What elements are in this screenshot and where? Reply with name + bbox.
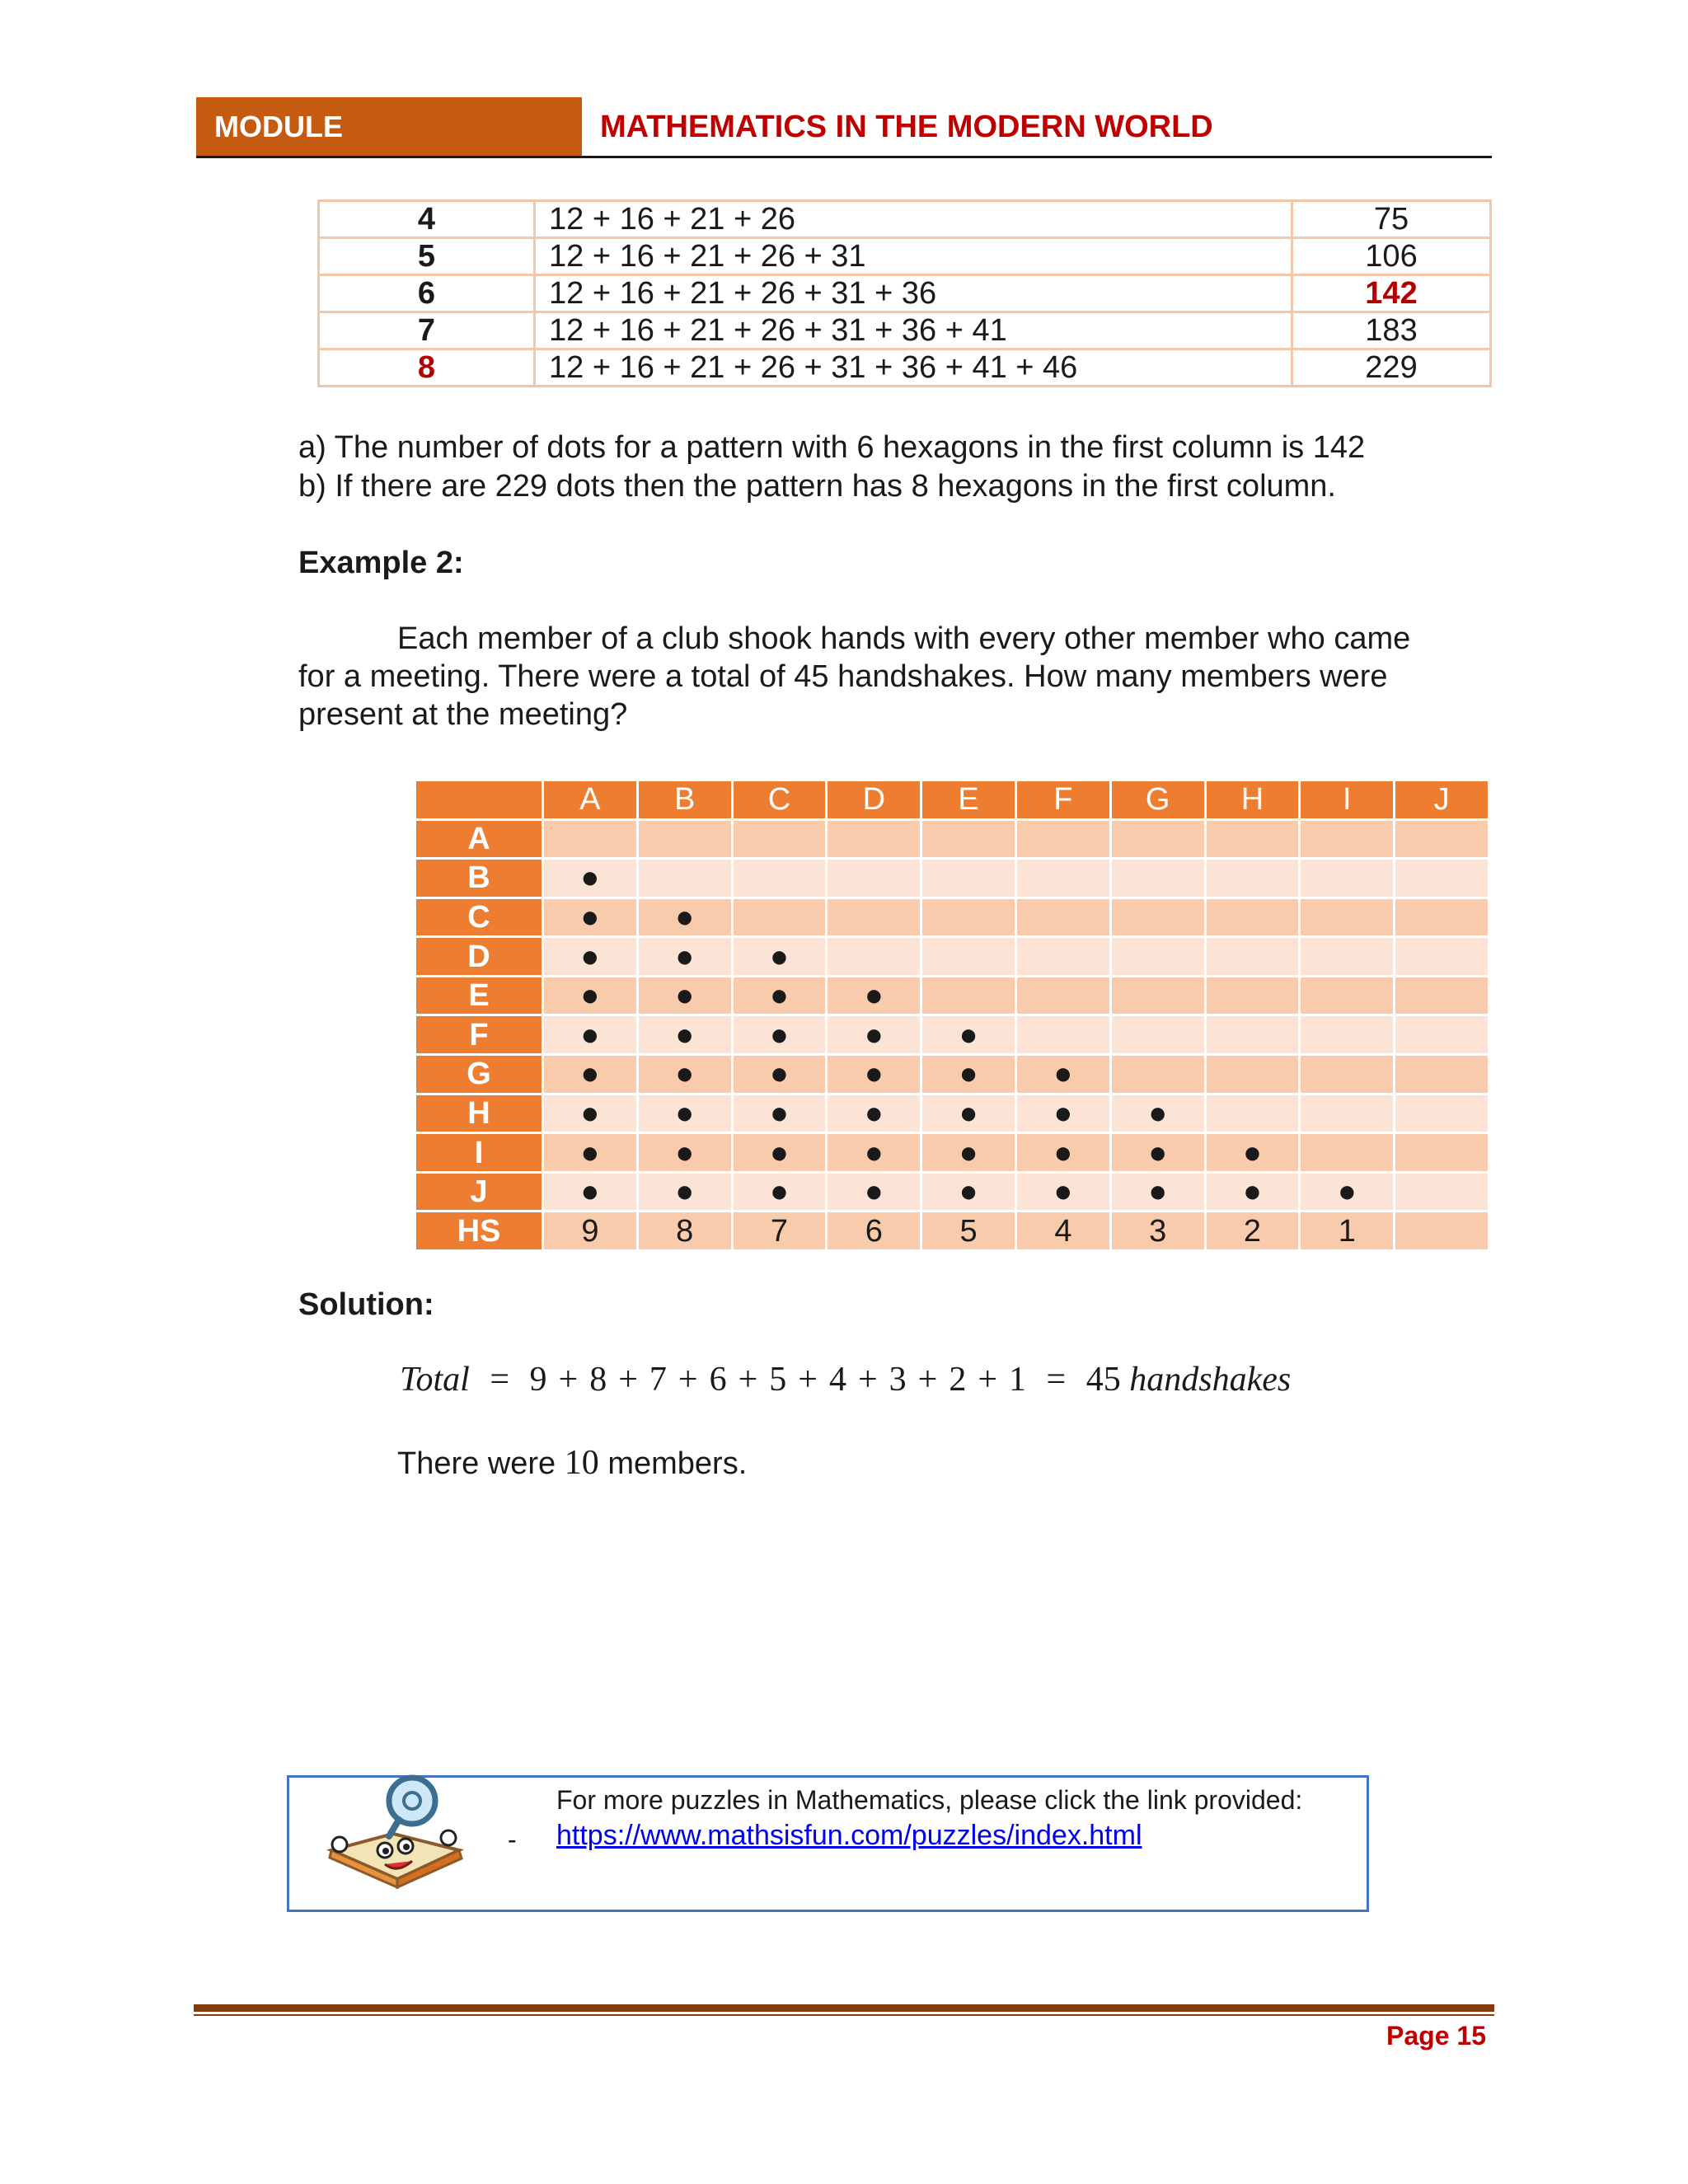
- table-row: [319, 275, 1491, 312]
- grid-cell: [1301, 977, 1393, 1015]
- grid-cell: [1207, 1056, 1299, 1093]
- column-header: D: [828, 781, 920, 818]
- sums-table: [317, 199, 1492, 387]
- grid-cell: [1207, 899, 1299, 936]
- column-header: G: [1112, 781, 1204, 818]
- handshake-dot: ●: [639, 977, 731, 1015]
- answer-b: b) If there are 229 dots then the pattern has 8 hexagons in the first column.: [298, 469, 1336, 504]
- handshake-dot: ●: [544, 1056, 636, 1093]
- handshake-dot: ●: [1207, 1174, 1299, 1211]
- grid-cell: [828, 860, 920, 897]
- formula-plus: +: [857, 1361, 878, 1399]
- hexagon-count-highlight: 8: [319, 349, 535, 387]
- sum-total: 229: [1292, 349, 1491, 387]
- grid-cell: [1112, 860, 1204, 897]
- column-header: H: [1207, 781, 1299, 818]
- grid-cell: [734, 899, 826, 936]
- problem-line-1: Each member of a club shook hands with every other member who came: [397, 621, 1411, 656]
- row-header: E: [416, 977, 542, 1015]
- puzzles-link[interactable]: https://www.mathsisfun.com/puzzles/index.html: [556, 1820, 1142, 1851]
- formula-result: 45: [1085, 1361, 1121, 1399]
- sum-total-highlight: 142: [1292, 275, 1491, 312]
- grid-cell: [734, 860, 826, 897]
- handshake-grid: [416, 781, 1488, 1249]
- row-header: G: [416, 1056, 542, 1093]
- row-header: F: [416, 1016, 542, 1053]
- grid-cell: [1395, 1056, 1488, 1093]
- column-header: E: [922, 781, 1015, 818]
- formula-result-word: handshakes: [1129, 1361, 1292, 1399]
- grid-cell: [1207, 1095, 1299, 1132]
- footer-divider: [194, 2004, 1494, 2012]
- handshake-dot: ●: [828, 1056, 920, 1093]
- grid-cell: [1301, 938, 1393, 975]
- hexagon-count: 7: [319, 312, 535, 349]
- sum-total: 183: [1292, 312, 1491, 349]
- module-label: MODULE: [196, 97, 582, 157]
- hexagon-count: 6: [319, 275, 535, 312]
- handshake-dot: ●: [1207, 1134, 1299, 1171]
- grid-cell: [922, 860, 1015, 897]
- handshake-dot: ●: [922, 1174, 1015, 1211]
- column-header: C: [734, 781, 826, 818]
- handshake-dot: ●: [828, 1016, 920, 1053]
- info-dash: -: [508, 1825, 517, 1854]
- hs-count: 9: [544, 1212, 636, 1249]
- handshake-dot: ●: [922, 1016, 1015, 1053]
- problem-line-3: present at the meeting?: [298, 697, 628, 732]
- handshake-dot: ●: [639, 1056, 731, 1093]
- sum-total: 106: [1292, 238, 1491, 275]
- handshake-dot: ●: [1017, 1095, 1109, 1132]
- hexagon-count: 5: [319, 238, 535, 275]
- example-heading: Example 2:: [298, 546, 464, 580]
- handshake-dot: ●: [544, 1174, 636, 1211]
- grid-cell: [1301, 1056, 1393, 1093]
- formula-term: 3: [889, 1361, 907, 1399]
- handshake-dot: ●: [1301, 1174, 1393, 1211]
- grid-cell: [1207, 938, 1299, 975]
- row-header: A: [416, 821, 542, 858]
- handshake-dot: ●: [1112, 1174, 1204, 1211]
- handshake-dot: ●: [734, 1016, 826, 1053]
- grid-cell: [1395, 1016, 1488, 1053]
- table-row: [319, 238, 1491, 275]
- row-header: J: [416, 1174, 542, 1211]
- formula-term: 6: [709, 1361, 727, 1399]
- members-post: members.: [607, 1446, 748, 1481]
- grid-cell: [1207, 860, 1299, 897]
- handshake-dot: ●: [1017, 1056, 1109, 1093]
- grid-cell: [922, 899, 1015, 936]
- grid-cell: [1301, 1134, 1393, 1171]
- formula-equals: =: [1046, 1361, 1067, 1399]
- handshake-dot: ●: [544, 860, 636, 897]
- formula-plus: +: [678, 1361, 698, 1399]
- handshake-dot: ●: [544, 938, 636, 975]
- grid-cell: [922, 821, 1015, 858]
- page-number: Page 15: [1386, 2021, 1486, 2050]
- grid-cell: [1395, 821, 1488, 858]
- handshake-dot: ●: [734, 1056, 826, 1093]
- formula-plus: +: [917, 1361, 938, 1399]
- handshake-dot: ●: [828, 1095, 920, 1132]
- grid-cell: [1301, 1095, 1393, 1132]
- grid-cell: [1301, 899, 1393, 936]
- table-row: [319, 201, 1491, 238]
- row-header: C: [416, 899, 542, 936]
- handshake-dot: ●: [734, 977, 826, 1015]
- grid-cell: [1207, 1016, 1299, 1053]
- grid-cell: [1301, 860, 1393, 897]
- solution-formula: [400, 1360, 1291, 1399]
- column-header: A: [544, 781, 636, 818]
- handshake-dot: ●: [639, 1134, 731, 1171]
- module-title: MATHEMATICS IN THE MODERN WORLD: [600, 109, 1213, 144]
- handshake-dot: ●: [1017, 1174, 1109, 1211]
- hs-count: 4: [1017, 1212, 1109, 1249]
- grid-cell: [1017, 938, 1109, 975]
- formula-plus: +: [738, 1361, 758, 1399]
- grid-cell: [639, 821, 731, 858]
- hs-count: [1395, 1212, 1488, 1249]
- handshake-dot: ●: [544, 1095, 636, 1132]
- sum-total: 75: [1292, 201, 1491, 238]
- grid-cell: [1017, 977, 1109, 1015]
- row-header: H: [416, 1095, 542, 1132]
- formula-term: 1: [1009, 1361, 1027, 1399]
- formula-term: 4: [828, 1361, 846, 1399]
- handshake-dot: ●: [734, 938, 826, 975]
- sum-expression: 12 + 16 + 21 + 26 + 31: [535, 238, 1292, 275]
- grid-cell: [734, 821, 826, 858]
- grid-cell: [1395, 1174, 1488, 1211]
- formula-term: 5: [769, 1361, 787, 1399]
- grid-cell: [1112, 938, 1204, 975]
- grid-cell: [1395, 938, 1488, 975]
- members-sentence: [397, 1444, 747, 1483]
- grid-cell: [1017, 821, 1109, 858]
- handshake-dot: ●: [1017, 1134, 1109, 1171]
- handshake-dot: ●: [734, 1095, 826, 1132]
- handshake-dot: ●: [734, 1174, 826, 1211]
- handshake-dot: ●: [734, 1134, 826, 1171]
- grid-cell: [1112, 1016, 1204, 1053]
- formula-total-word: Total: [400, 1361, 470, 1399]
- handshake-dot: ●: [828, 977, 920, 1015]
- formula-term: 8: [589, 1361, 607, 1399]
- grid-cell: [639, 860, 731, 897]
- sum-expression: 12 + 16 + 21 + 26 + 31 + 36 + 41 + 46: [535, 349, 1292, 387]
- footer-divider-thin: [194, 2014, 1494, 2016]
- formula-plus: +: [618, 1361, 638, 1399]
- grid-cell: [1395, 1134, 1488, 1171]
- grid-cell: [922, 977, 1015, 1015]
- handshake-dot: ●: [639, 899, 731, 936]
- members-pre: There were: [397, 1446, 556, 1481]
- grid-cell: [544, 821, 636, 858]
- handshake-dot: ●: [544, 1134, 636, 1171]
- handshake-dot: ●: [639, 938, 731, 975]
- handshake-dot: ●: [544, 977, 636, 1015]
- sum-expression: 12 + 16 + 21 + 26 + 31 + 36: [535, 275, 1292, 312]
- solution-heading: Solution:: [298, 1287, 434, 1322]
- hs-count: 8: [639, 1212, 731, 1249]
- handshake-dot: ●: [828, 1134, 920, 1171]
- handshake-dot: ●: [639, 1095, 731, 1132]
- grid-cell: [922, 938, 1015, 975]
- handshake-dot: ●: [922, 1056, 1015, 1093]
- table-row: [319, 312, 1491, 349]
- handshake-dot: ●: [922, 1095, 1015, 1132]
- answer-a: a) The number of dots for a pattern with 6 hexagons in the first column is 142: [298, 430, 1366, 465]
- grid-cell: [1112, 977, 1204, 1015]
- handshake-dot: ●: [639, 1016, 731, 1053]
- column-header: J: [1395, 781, 1488, 818]
- table-row: [319, 349, 1491, 387]
- column-header: I: [1301, 781, 1393, 818]
- formula-terms: [530, 1361, 1027, 1399]
- grid-cell: [1395, 860, 1488, 897]
- formula-equals: =: [490, 1361, 510, 1399]
- grid-corner-cell: [416, 781, 542, 818]
- handshake-dot: ●: [922, 1134, 1015, 1171]
- grid-cell: [1112, 821, 1204, 858]
- grid-cell: [1395, 899, 1488, 936]
- handshake-dot: ●: [639, 1174, 731, 1211]
- grid-cell: [1112, 1056, 1204, 1093]
- sum-expression: 12 + 16 + 21 + 26: [535, 201, 1292, 238]
- formula-term: 2: [949, 1361, 967, 1399]
- info-text: For more puzzles in Mathematics, please click the link provided:: [556, 1785, 1303, 1815]
- handshake-dot: ●: [828, 1174, 920, 1211]
- hs-count: 2: [1207, 1212, 1299, 1249]
- grid-cell: [1017, 899, 1109, 936]
- hexagon-count: 4: [319, 201, 535, 238]
- grid-cell: [1207, 821, 1299, 858]
- grid-cell: [1395, 977, 1488, 1015]
- grid-cell: [828, 821, 920, 858]
- hs-row-header: HS: [416, 1212, 542, 1249]
- formula-plus: +: [558, 1361, 579, 1399]
- grid-cell: [1112, 899, 1204, 936]
- grid-cell: [1301, 1016, 1393, 1053]
- grid-cell: [828, 938, 920, 975]
- formula-term: 7: [649, 1361, 667, 1399]
- hs-count: 3: [1112, 1212, 1204, 1249]
- formula-term: 9: [529, 1361, 547, 1399]
- hs-count: 5: [922, 1212, 1015, 1249]
- members-count: 10: [564, 1444, 599, 1482]
- column-header: B: [639, 781, 731, 818]
- row-header: I: [416, 1134, 542, 1171]
- formula-plus: +: [798, 1361, 818, 1399]
- magnifier-book-mascot-icon: [315, 1772, 480, 1896]
- handshake-dot: ●: [1112, 1095, 1204, 1132]
- problem-line-2: for a meeting. There were a total of 45 handshakes. How many members were: [298, 659, 1388, 694]
- header-divider: [196, 156, 1492, 158]
- hs-count: 7: [734, 1212, 826, 1249]
- grid-cell: [1017, 860, 1109, 897]
- grid-cell: [828, 899, 920, 936]
- grid-cell: [1207, 977, 1299, 1015]
- formula-plus: +: [978, 1361, 998, 1399]
- handshake-dot: ●: [544, 1016, 636, 1053]
- grid-cell: [1395, 1095, 1488, 1132]
- grid-cell: [1301, 821, 1393, 858]
- grid-cell: [1017, 1016, 1109, 1053]
- row-header: B: [416, 860, 542, 897]
- row-header: D: [416, 938, 542, 975]
- hs-count: 6: [828, 1212, 920, 1249]
- handshake-dot: ●: [1112, 1134, 1204, 1171]
- sum-expression: 12 + 16 + 21 + 26 + 31 + 36 + 41: [535, 312, 1292, 349]
- hs-count: 1: [1301, 1212, 1393, 1249]
- handshake-dot: ●: [544, 899, 636, 936]
- column-header: F: [1017, 781, 1109, 818]
